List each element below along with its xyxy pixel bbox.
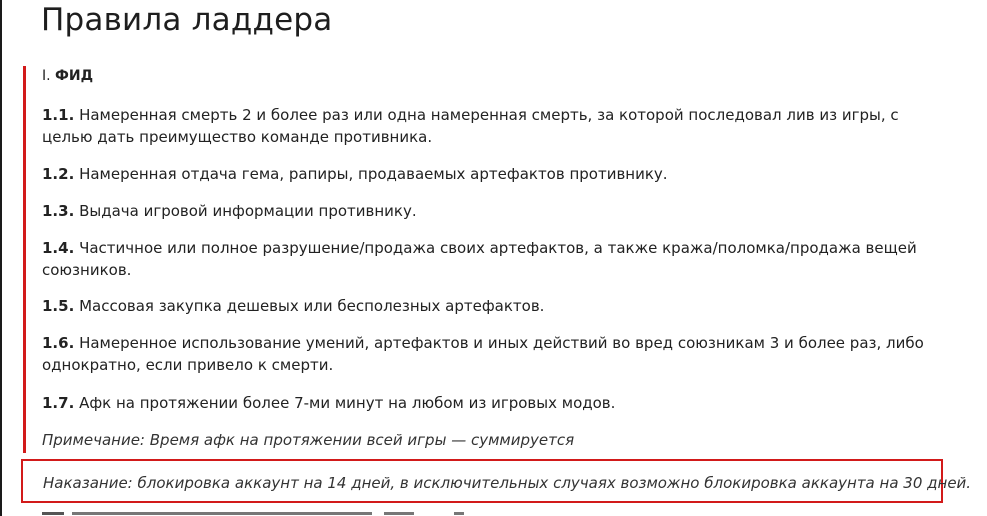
rule-item [42,392,932,414]
rule-item [42,332,932,376]
rule-text: Намеренная смерть 2 и более раз или одна намеренная смерть, за которой последовал лив из игры, с целью дать преимущество команде противника. [42,106,899,146]
rule-item [42,200,932,222]
rule-number: 1.4. [42,239,75,257]
note-text: Примечание: Время афк на протяжении всей игры — суммируется [42,431,575,449]
window-edge [0,0,2,516]
rule-text: Массовая закупка дешевых или бесполезных артефактов. [79,297,545,315]
rule-number: 1.6. [42,334,75,352]
rule-item [42,237,932,281]
rule-number: 1.2. [42,165,75,183]
rule-text: Выдача игровой информации противнику. [79,202,417,220]
section-title: ФИД [55,68,94,84]
rule-item [42,295,932,317]
section-accent-bar [23,66,26,453]
penalty-text: Наказание: блокировка аккаунт на 14 дней, в исключительных случаях возможно блокировка аккаунта на 30 дней. [43,474,972,492]
rule-number: 1.5. [42,297,75,315]
rule-number: 1.3. [42,202,75,220]
rule-item [42,163,932,185]
rule-text: Афк на протяжении более 7-ми минут на любом из игровых модов. [79,394,616,412]
rule-text: Намеренное использование умений, артефактов и иных действий во вред союзникам 3 и более раз, либо однократно, если привело к смерти. [42,334,924,374]
rule-text: Частичное или полное разрушение/продажа своих артефактов, а также кража/поломка/продажа вещей союзников. [42,239,917,279]
rule-number: 1.7. [42,394,75,412]
section-roman: I. [42,68,51,84]
clipped-next-rule [42,509,492,516]
rule-text: Намеренная отдача гема, рапиры, продаваемых артефактов противнику. [79,165,668,183]
rule-item [42,104,932,148]
penalty-highlight-box [21,459,972,503]
page-title: Правила ладдера [41,2,333,38]
section-heading [42,68,93,84]
rule-number: 1.1. [42,106,75,124]
